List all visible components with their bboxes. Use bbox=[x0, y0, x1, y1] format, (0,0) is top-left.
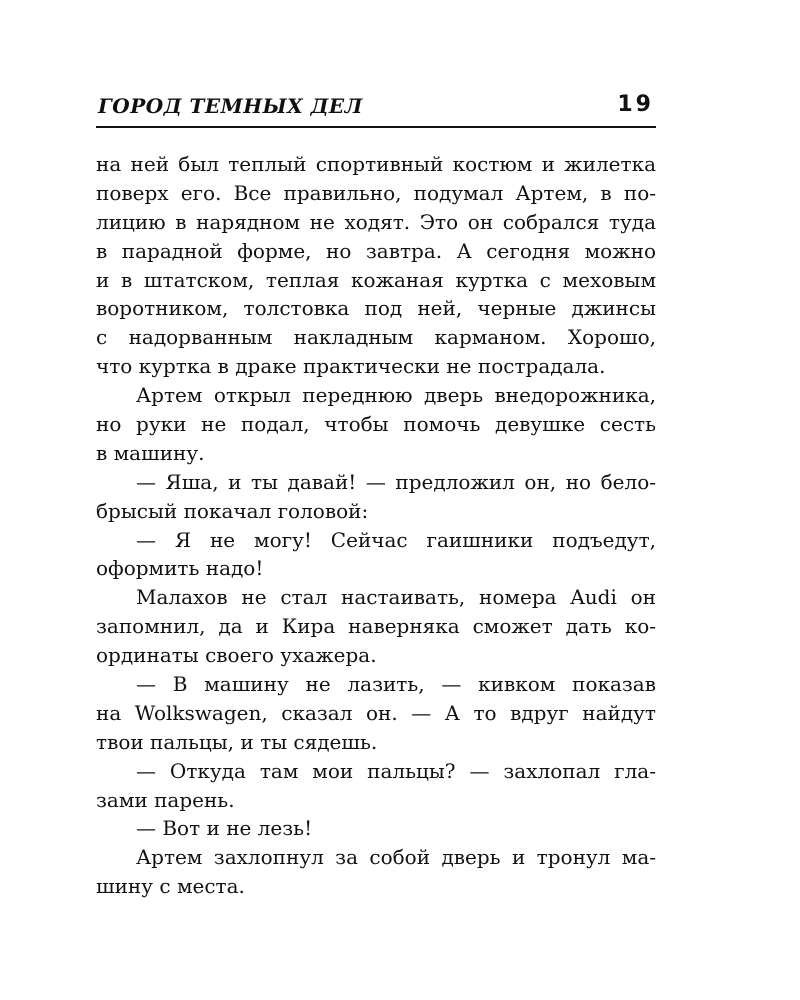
text-line: — Откуда там мои пальцы? — захлопал гла- bbox=[136, 758, 656, 783]
text-line: — В машину не лазить, — кивком показав bbox=[136, 672, 656, 697]
text-line: на Wolkswagen, сказал он. — А то вдруг найдут bbox=[96, 700, 656, 725]
page-header bbox=[96, 92, 656, 128]
text-line: с надорванным накладным карманом. Хорошо, bbox=[96, 325, 656, 350]
text-line: — Вот и не лезь! bbox=[136, 816, 313, 841]
running-title: ГОРОД ТЕМНЫХ ДЕЛ bbox=[98, 94, 363, 118]
page-number: 19 bbox=[617, 92, 654, 117]
text-line: что куртка в драке практически не пострадала. bbox=[96, 354, 606, 379]
text-line: воротником, толстовка под ней, черные джинсы bbox=[96, 296, 656, 321]
text-line: твои пальцы, и ты сядешь. bbox=[96, 729, 378, 754]
text-line: зами парень. bbox=[96, 787, 235, 812]
text-line: ординаты своего ухажера. bbox=[96, 643, 377, 668]
text-line: лицию в нарядном не ходят. Это он собрался туда bbox=[96, 209, 656, 234]
text-line: Артем захлопнул за собой дверь и тронул ма- bbox=[136, 845, 656, 870]
text-line: — Яша, и ты давай! — предложил он, но бело- bbox=[136, 469, 656, 494]
body-text bbox=[96, 150, 656, 901]
text-line: запомнил, да и Кира наверняка сможет дать ко- bbox=[96, 614, 656, 639]
text-line: в машину. bbox=[96, 440, 205, 465]
text-line: поверх его. Все правильно, подумал Артем, в по- bbox=[96, 180, 656, 205]
text-line: брысый покачал головой: bbox=[96, 498, 369, 523]
text-line: Малахов не стал настаивать, номера Audi он bbox=[136, 585, 656, 610]
text-line: но руки не подал, чтобы помочь девушке сесть bbox=[96, 412, 656, 437]
text-line: в парадной форме, но завтра. А сегодня можно bbox=[96, 238, 656, 263]
text-line: и в штатском, теплая кожаная куртка с меховым bbox=[96, 267, 656, 292]
text-line: на ней был теплый спортивный костюм и жилетка bbox=[96, 152, 656, 176]
text-line: оформить надо! bbox=[96, 556, 264, 581]
text-line: Артем открыл переднюю дверь внедорожника, bbox=[136, 383, 656, 408]
text-line: — Я не могу! Сейчас гаишники подъедут, bbox=[136, 527, 656, 552]
text-line: шину с места. bbox=[96, 874, 245, 899]
